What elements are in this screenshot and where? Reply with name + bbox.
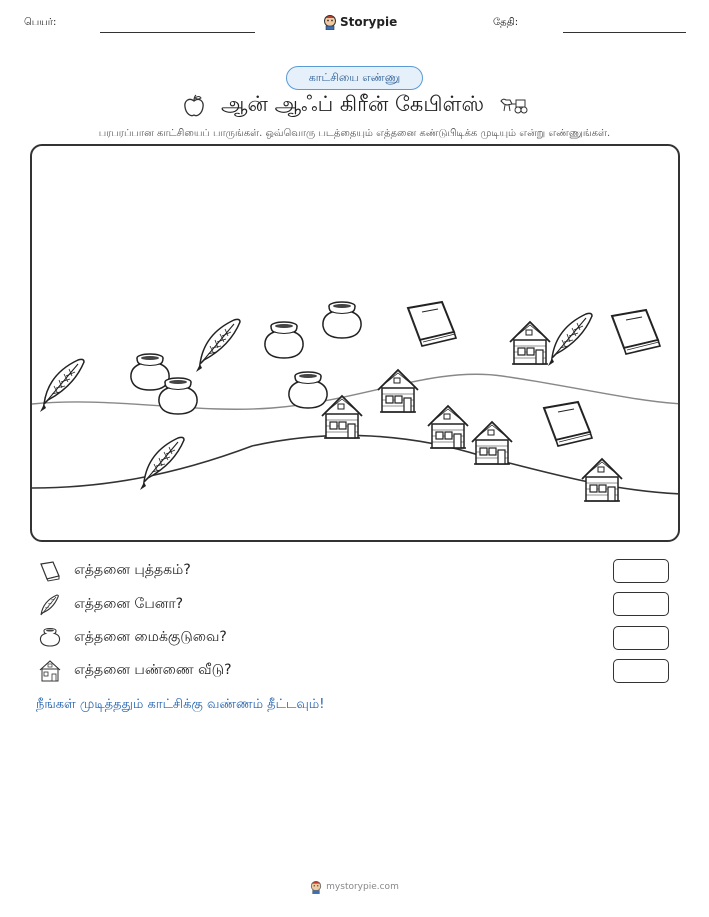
scene-farmhouse xyxy=(582,459,622,501)
scene-inkpot xyxy=(131,354,169,390)
name-line[interactable] xyxy=(100,32,255,33)
footer xyxy=(0,880,709,894)
question-text: எத்தனை புத்தகம்? xyxy=(74,562,191,578)
scene-quill-pen xyxy=(140,437,184,490)
page-title: ஆன் ஆஃப் கிரீன் கேபிள்ஸ் xyxy=(220,92,485,116)
quill-pen-icon xyxy=(38,593,62,617)
inkpot-icon xyxy=(38,626,62,650)
scene-book xyxy=(408,302,456,346)
scene-quill-pen xyxy=(196,319,240,372)
answer-box-pens[interactable] xyxy=(613,592,669,616)
scene-inkpot xyxy=(265,322,303,358)
title-row xyxy=(0,92,709,119)
scene-farmhouse xyxy=(428,406,468,448)
brand-name: Storypie xyxy=(340,15,398,29)
scene-farmhouse xyxy=(510,322,550,364)
activity-badge: காட்சியை எண்ணு xyxy=(286,66,423,90)
scene-inkpot xyxy=(289,372,327,408)
farmhouse-icon xyxy=(38,659,62,683)
brand-logo xyxy=(323,14,397,30)
scene-illustration xyxy=(32,146,680,542)
question-inkpots xyxy=(38,625,227,651)
date-label: தேதி: xyxy=(493,17,519,28)
scene-quill-pen xyxy=(548,313,592,366)
front-hill-line xyxy=(32,435,680,494)
scene-quill-pen xyxy=(40,359,84,412)
scene-book xyxy=(612,310,660,354)
back-hill-line xyxy=(32,374,680,409)
answer-box-books[interactable] xyxy=(613,559,669,583)
storypie-mascot-icon xyxy=(323,14,337,30)
horse-carriage-icon xyxy=(498,95,528,117)
coloring-note: நீங்கள் முடித்ததும் காட்சிக்கு வண்ணம் தீட்டவும்! xyxy=(36,697,325,712)
apple-icon xyxy=(181,93,207,119)
question-books xyxy=(38,558,191,584)
question-pens xyxy=(38,592,183,618)
name-label: பெயர்: xyxy=(24,17,57,28)
answer-box-inkpots[interactable] xyxy=(613,626,669,650)
question-text: எத்தனை பண்ணை வீடு? xyxy=(74,662,232,678)
instructions: பரபரப்பான காட்சியைப் பாருங்கள். ஒவ்வொரு படத்தையும் எத்தனை கண்டுபிடிக்க முடியும் என்று எண்ணுங்கள். xyxy=(98,128,611,139)
book-icon xyxy=(38,559,62,583)
footer-site: mystorypie.com xyxy=(326,882,399,892)
storypie-mascot-icon xyxy=(310,880,322,894)
scene-farmhouse xyxy=(322,396,362,438)
question-farmhouses xyxy=(38,658,232,684)
question-text: எத்தனை பேனா? xyxy=(74,596,184,612)
scene-farmhouse xyxy=(472,422,512,464)
scene-farmhouse xyxy=(378,370,418,412)
answer-box-farmhouses[interactable] xyxy=(613,659,669,683)
counting-scene xyxy=(30,144,680,542)
scene-inkpot xyxy=(323,302,361,338)
question-text: எத்தனை மைக்குடுவை? xyxy=(74,629,227,645)
scene-inkpot xyxy=(159,378,197,414)
date-line[interactable] xyxy=(563,32,686,33)
scene-book xyxy=(544,402,592,446)
